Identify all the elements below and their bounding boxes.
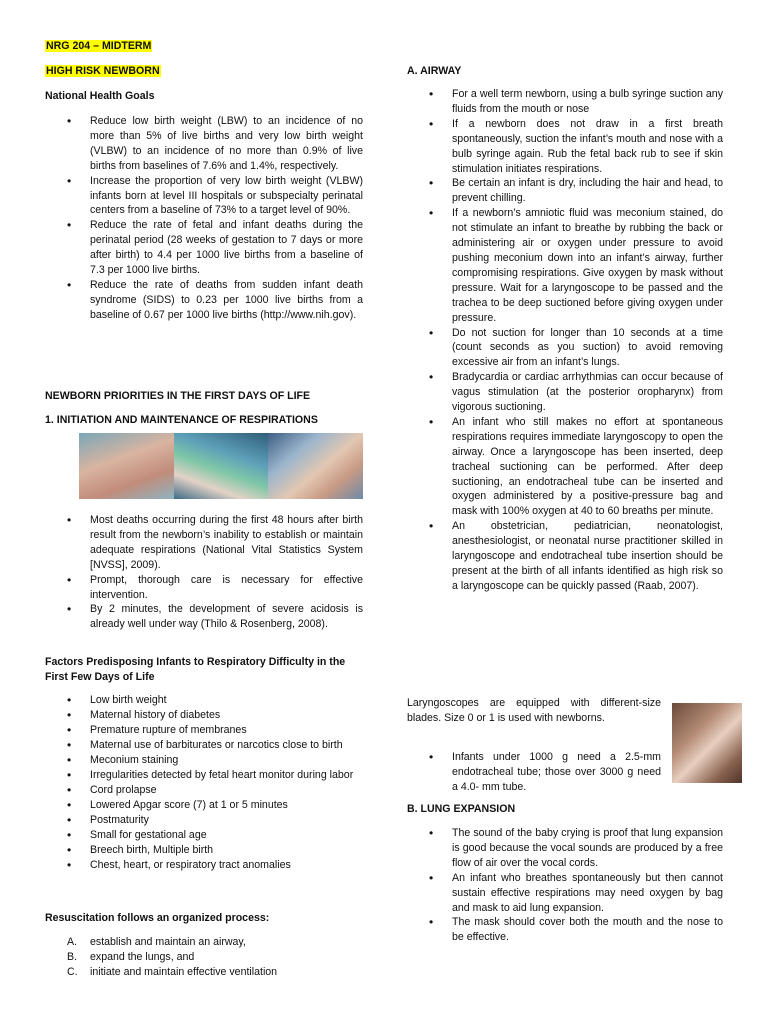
factors-list (45, 693, 363, 873)
resuscitation-heading: Resuscitation follows an organized process: (45, 912, 270, 924)
laryngoscope-photo (672, 703, 742, 783)
list-item: • Prompt, thorough care is necessary for effective intervention. (45, 573, 363, 603)
tube-list (407, 750, 661, 795)
lung-list (407, 826, 723, 945)
newborn-photo-strip (79, 433, 363, 499)
list-item: • Lowered Apgar score (7) at 1 or 5 minutes (45, 798, 363, 813)
list-item: • Low birth weight (45, 693, 363, 708)
list-item: • Reduce the rate of deaths from sudden infant death syndrome (SIDS) to 0.23 per 1000 live births from a baseline of 0.67 per 1000 live births (http://www.nih.gov). (45, 278, 363, 323)
list-item: • Most deaths occurring during the first 48 hours after birth result from the newborn’s inability to establish or maintain adequate respirations (National Vital Statistics System [NVSS], 2009). (45, 513, 363, 573)
priorities-heading: NEWBORN PRIORITIES IN THE FIRST DAYS OF LIFE (45, 390, 311, 402)
list-item: • Maternal use of barbiturates or narcotics close to birth (45, 738, 363, 753)
newborn-photo-1 (79, 433, 174, 499)
list-item: • Be certain an infant is dry, including the hair and head, to prevent chilling. (407, 176, 723, 206)
airway-list (407, 87, 723, 594)
list-item: • Postmaturity (45, 813, 363, 828)
airway-heading: A. AIRWAY (407, 65, 462, 77)
list-item: • Premature rupture of membranes (45, 723, 363, 738)
newborn-photo-2 (174, 433, 268, 499)
list-item: • Chest, heart, or respiratory tract anomalies (45, 858, 363, 873)
list-item: B. expand the lungs, and (67, 951, 195, 963)
list-item: • If a newborn does not draw in a first breath spontaneously, suction the infant’s mouth and nose with a bulb syringe again. Rub the fetal back rub to see if skin stimulation initiates respirations. (407, 117, 723, 177)
list-item: • The sound of the baby crying is proof that lung expansion is good because the vocal sounds are produced by a free flow of air over the vocal cords. (407, 826, 723, 871)
list-item: • Small for gestational age (45, 828, 363, 843)
resuscitation-steps (45, 935, 363, 980)
priorities-list (45, 513, 363, 632)
list-item: • Maternal history of diabetes (45, 708, 363, 723)
list-item: • Increase the proportion of very low birth weight (VLBW) infants born at level III hospitals or subspecialty perinatal centers from a baseline of 73% to a target level of 90%. (45, 174, 363, 219)
list-item: • Cord prolapse (45, 783, 363, 798)
list-item: • The mask should cover both the mouth and the nose to be effective. (407, 915, 723, 945)
lung-heading: B. LUNG EXPANSION (407, 803, 516, 815)
list-item: C. initiate and maintain effective ventilation (67, 966, 278, 978)
list-item: • Infants under 1000 g need a 2.5-mm endotracheal tube; those over 3000 g need a 4.0- mm tube. (407, 750, 661, 795)
newborn-photo-3 (268, 433, 363, 499)
list-item: • For a well term newborn, using a bulb syringe suction any fluids from the mouth or nose (407, 87, 723, 117)
goals-heading: National Health Goals (45, 90, 155, 102)
list-item: • An obstetrician, pediatrician, neonatologist, anesthesiologist, or neonatal nurse practitioner skilled in laryngoscope and endotracheal tube insertion should be present at the birth of all infants identified as high risk so a laryngoscope can be quickly passed (Raab, 2007). (407, 519, 723, 594)
list-item: • By 2 minutes, the development of severe acidosis is already well under way (Thilo & Rosenberg, 2008). (45, 602, 363, 632)
blades-note: Laryngoscopes are equipped with different-size blades. Size 0 or 1 is used with newborns. (407, 697, 661, 724)
goals-list (45, 114, 363, 323)
list-item: • An infant who breathes spontaneously but then cannot sustain effective respirations may need oxygen by bag and mask to aid lung expansion. (407, 871, 723, 916)
list-item: • Irregularities detected by fetal heart monitor during labor (45, 768, 363, 783)
list-item: • Breech birth, Multiple birth (45, 843, 363, 858)
list-item: • Meconium staining (45, 753, 363, 768)
list-item: • Bradycardia or cardiac arrhythmias can occur because of vagus stimulation (at the posterior oropharynx) from vigorous suctioning. (407, 370, 723, 415)
list-item: A. establish and maintain an airway, (67, 936, 246, 948)
list-item: • If a newborn’s amniotic fluid was meconium stained, do not stimulate an infant to breathe by rubbing the back or administering air or oxygen under pressure to avoid pushing meconium down into an infant’s airway, further compromising respirations. Give oxygen by mask without pressure. Wait for a laryngoscope to be passed and the trachea to be deep suctioned before giving oxygen under pressure. (407, 206, 723, 325)
priorities-subheading: 1. INITIATION AND MAINTENANCE OF RESPIRATIONS (45, 414, 318, 426)
factors-heading: Factors Predisposing Infants to Respiratory Difficulty in the First Few Days of Life (45, 656, 346, 683)
course-title: NRG 204 – MIDTERM (46, 40, 152, 52)
list-item: • An infant who still makes no effort at spontaneous respirations requires immediate laryngoscopy to open the airway. Once a laryngoscope has been inserted, deep tracheal suctioning can be performed. After deep suctioning, an endotracheal tube can be inserted and oxygen administered by a positive-pressure bag and mask with 100% oxygen at 40 to 60 breaths per minute. (407, 415, 723, 519)
list-item: • Reduce the rate of fetal and infant deaths during the perinatal period (28 weeks of gestation to 7 days or more after birth) to 4.4 per 1000 live births from a baseline of 7.3 per 1000 live births. (45, 218, 363, 278)
list-item: • Do not suction for longer than 10 seconds at a time (count seconds as you suction) to avoid removing excessive air from an infant’s lungs. (407, 326, 723, 371)
list-item: • Reduce low birth weight (LBW) to an incidence of no more than 5% of live births and very low birth weight (VLBW) to an incidence of no more than 0.9% of live births from baselines of 7.6% and 1.4%, respectively. (45, 114, 363, 174)
topic-title: HIGH RISK NEWBORN (46, 65, 160, 77)
